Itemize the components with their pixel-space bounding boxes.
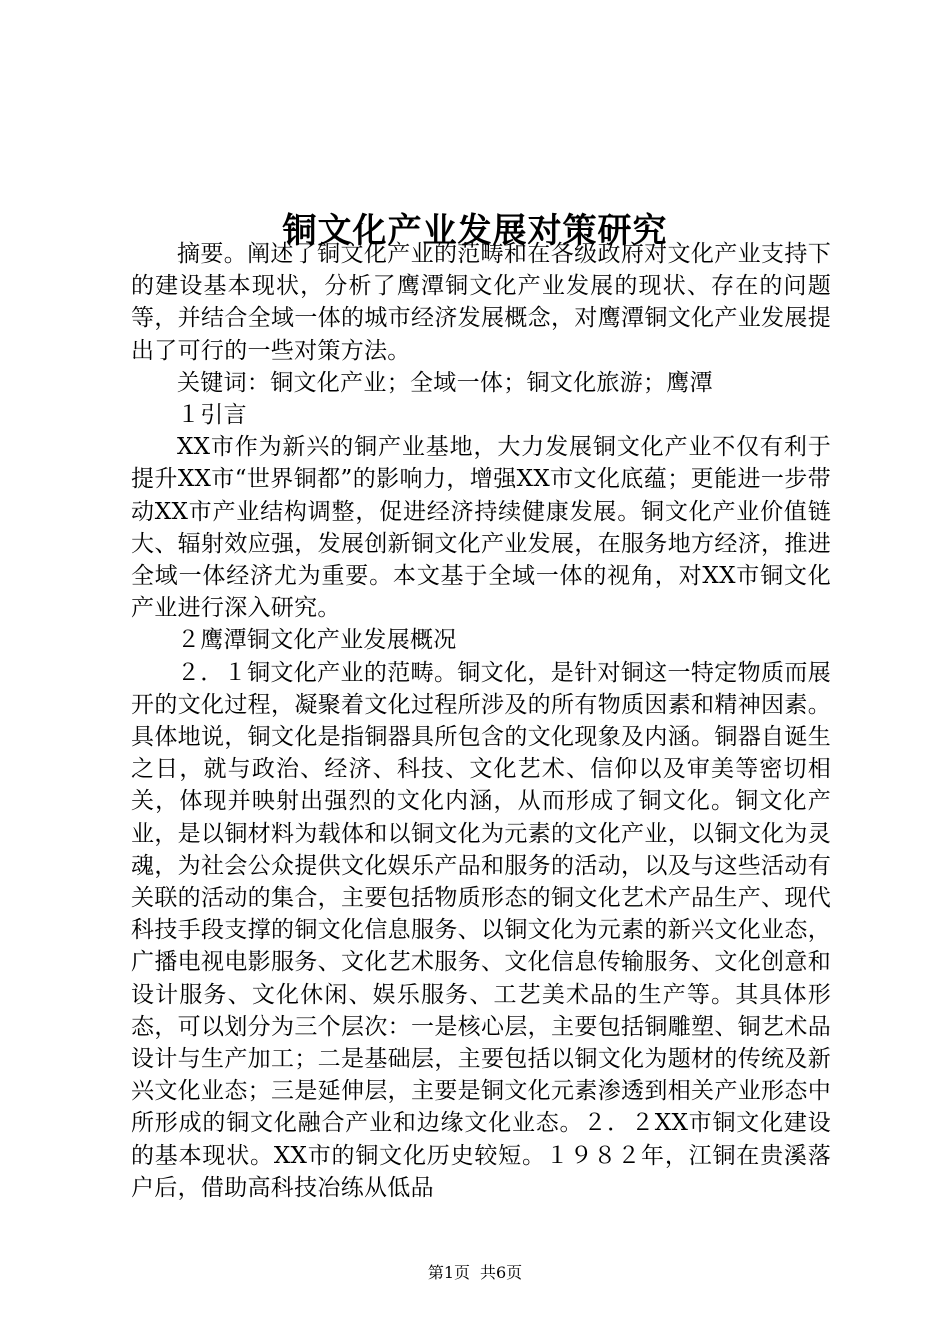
document-title: 铜文化产业发展对策研究	[282, 210, 668, 251]
section-heading-introduction: １引言	[177, 402, 247, 429]
section-heading-overview: ２鹰潭铜文化产业发展概况	[177, 627, 457, 654]
keywords-paragraph: 关键词：铜文化产业；全域一体；铜文化旅游；鹰潭	[177, 369, 713, 396]
document-body	[131, 238, 831, 1204]
scope-paragraph: ２．１铜文化产业的范畴。铜文化，是针对铜这一特定物质而展开的文化过程，凝聚着文化过程所涉及的所有物质因素和精神因素。具体地说，铜文化是指铜器具所包含的文化现象及内涵。铜器自诞生之日，就与政治、经济、科技、文化艺术、信仰以及审美等密切相关，体现并映射出强烈的文化内涵，从而形成了铜文化。铜文化产业，是以铜材料为载体和以铜文化为元素的文化产业，以铜文化为灵魂，为社会公众提供文化娱乐产品和服务的活动，以及与这些活动有关联的活动的集合，主要包括物质形态的铜文化艺术产品生产、现代科技手段支撑的铜文化信息服务、以铜文化为元素的新兴文化业态，广播电视电影服务、文化艺术服务、文化信息传输服务、文化创意和设计服务、文化休闲、娱乐服务、工艺美术品的生产等。其具体形态，可以划分为三个层次：一是核心层，主要包括铜雕塑、铜艺术品设计与生产加工；二是基础层，主要包括以铜文化为题材的传统及新兴文化业态；三是延伸层，主要是铜文化元素渗透到相关产业形态中所形成的铜文化融合产业和边缘文化业态。２．２XX市铜文化建设的基本现状。XX市的铜文化历史较短。１９８２年，江铜在贵溪落户后，借助高科技冶练从低品	[131, 659, 831, 1201]
page-number: 第1页	[427, 1263, 470, 1282]
page-total: 共6页	[480, 1263, 523, 1282]
abstract-paragraph: 摘要。阐述了铜文化产业的范畴和在各级政府对文化产业支持下的建设基本现状，分析了鹰潭铜文化产业发展的现状、存在的问题等，并结合全域一体的城市经济发展概念，对鹰潭铜文化产业发展提出了可行的一些对策方法。	[131, 241, 831, 364]
page-footer	[0, 1262, 950, 1284]
introduction-paragraph: XX市作为新兴的铜产业基地，大力发展铜文化产业不仅有利于提升XX市“世界铜都”的影响力，增强XX市文化底蕴；更能进一步带动XX市产业结构调整，促进经济持续健康发展。铜文化产业价值链大、辐射效应强，发展创新铜文化产业发展，在服务地方经济，推进全域一体经济尤为重要。本文基于全域一体的视角，对XX市铜文化产业进行深入研究。	[131, 434, 831, 622]
